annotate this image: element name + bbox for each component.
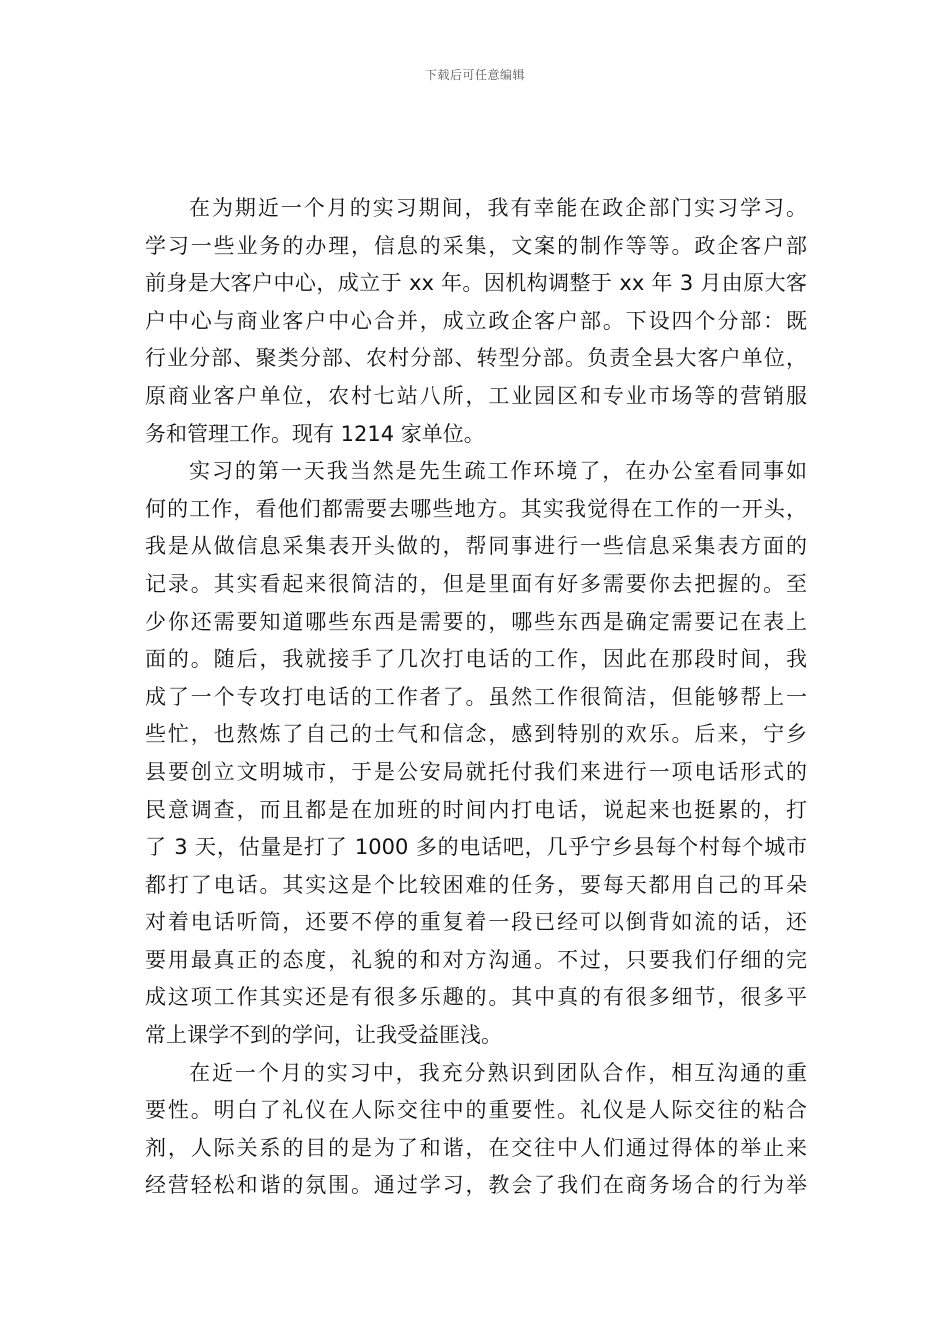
text-line: 行业分部、聚类分部、农村分部、转型分部。负责全县大客户单位，: [145, 346, 807, 371]
paragraph: [145, 453, 807, 1055]
text-line: 记录。其实看起来很简洁的，但是里面有好多需要你去把握的。至: [145, 571, 807, 596]
text-line: 要用最真正的态度，礼貌的和对方沟通。不过，只要我们仔细的完: [145, 947, 807, 972]
text-line: 成这项工作其实还是有很多乐趣的。其中真的有很多细节，很多平: [145, 985, 807, 1010]
text-line: 要性。明白了礼仪在人际交往中的重要性。礼仪是人际交往的粘合: [145, 1098, 807, 1123]
text-line: 原商业客户单位，农村七站八所，工业园区和专业市场等的营销服: [145, 383, 807, 408]
text-line: 前身是大客户中心，成立于 xx 年。因机构调整于 xx 年 3 月由原大客: [145, 271, 807, 296]
text-line: 少你还需要知道哪些东西是需要的，哪些东西是确定需要记在表上: [145, 609, 807, 634]
text-line: 学习一些业务的办理，信息的采集，文案的制作等等。政企客户部: [145, 233, 807, 258]
text-line: 实习的第一天我当然是先生疏工作环境了，在办公室看同事如: [189, 459, 807, 484]
text-line: 了 3 天，估量是打了 1000 多的电话吧，几乎宁乡县每个村每个城市: [145, 835, 807, 860]
text-line: 务和管理工作。现有 1214 家单位。: [145, 421, 485, 446]
text-line: 成了一个专攻打电话的工作者了。虽然工作很简洁，但能够帮上一: [145, 684, 807, 709]
text-line: 些忙，也熬炼了自己的士气和信念，感到特别的欢乐。后来，宁乡: [145, 722, 807, 747]
text-line: 我是从做信息采集表开头做的，帮同事进行一些信息采集表方面的: [145, 534, 807, 559]
text-line: 剂，人际关系的目的是为了和谐，在交往中人们通过得体的举止来: [145, 1135, 807, 1160]
text-line: 在为期近一个月的实习期间，我有幸能在政企部门实习学习。: [189, 196, 807, 220]
text-line: 何的工作，看他们都需要去哪些地方。其实我觉得在工作的一开头，: [145, 496, 807, 521]
text-line: 面的。随后，我就接手了几次打电话的工作，因此在那段时间，我: [145, 647, 807, 672]
text-line: 对着电话听筒，还要不停的重复着一段已经可以倒背如流的话，还: [145, 910, 807, 935]
text-line: 都打了电话。其实这是个比较困难的任务，要每天都用自己的耳朵: [145, 872, 807, 897]
text-line: 户中心与商业客户中心合并，成立政企客户部。下设四个分部：既: [145, 308, 807, 333]
text-line: 在近一个月的实习中，我充分熟识到团队合作，相互沟通的重: [189, 1060, 807, 1085]
text-line: 经营轻松和谐的氛围。通过学习，教会了我们在商务场合的行为举: [145, 1173, 807, 1198]
document-body: [145, 190, 807, 1205]
text-line: 县要创立文明城市，于是公安局就托付我们来进行一项电话形式的: [145, 759, 807, 784]
text-line: 常上课学不到的学问，让我受益匪浅。: [145, 1023, 502, 1048]
text-line: 民意调查，而且都是在加班的时间内打电话，说起来也挺累的，打: [145, 797, 807, 822]
page-header: 下载后可任意编辑: [424, 68, 525, 82]
paragraph: [145, 1055, 807, 1205]
paragraph: [145, 190, 807, 453]
